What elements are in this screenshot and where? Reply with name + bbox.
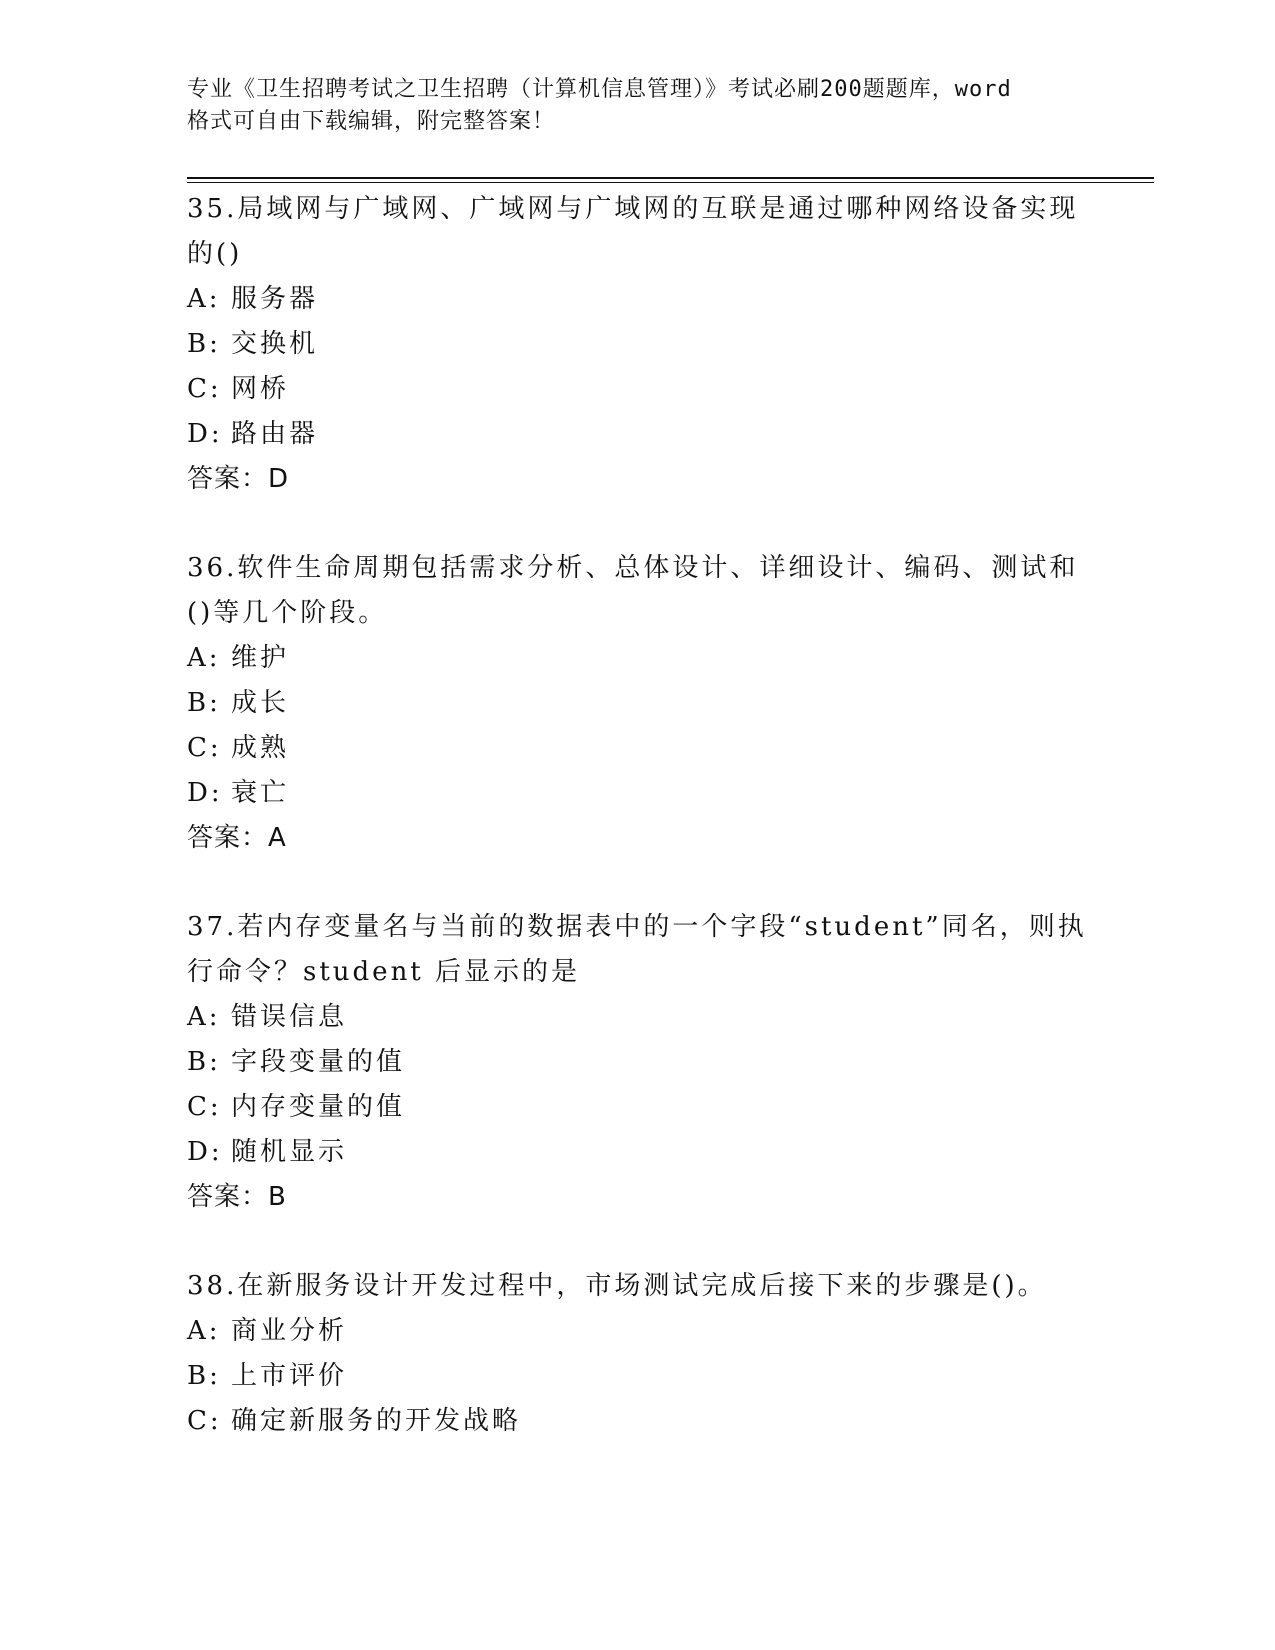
header-rule-thin: [187, 182, 1154, 183]
document-header: [187, 74, 1087, 138]
question-stem: 38.在新服务设计开发过程中，市场测试完成后接下来的步骤是()。: [187, 1271, 1047, 1301]
question-list: [187, 187, 1087, 1444]
option-label: B:: [187, 329, 221, 359]
answer: 答案：D: [187, 464, 290, 494]
option-b: [187, 322, 1087, 367]
option-label: A:: [187, 1002, 221, 1032]
option-label: C:: [187, 733, 222, 763]
option-c: [187, 726, 1087, 771]
option-d: [187, 1130, 1087, 1175]
option-label: D:: [187, 419, 223, 449]
option-d: [187, 771, 1087, 816]
option-b: [187, 681, 1087, 726]
answer: 答案：B: [187, 1182, 287, 1212]
option-text: 网桥: [231, 374, 290, 404]
option-label: D:: [187, 1137, 223, 1167]
option-text: 字段变量的值: [231, 1047, 406, 1077]
question-35: [187, 187, 1087, 502]
question-stem: 37.若内存变量名与当前的数据表中的一个字段“student”同名，则执行命令？student 后显示的是: [187, 912, 1087, 987]
option-text: 服务器: [231, 284, 319, 314]
question-36: [187, 546, 1087, 861]
option-a: [187, 1309, 1087, 1354]
question-38: [187, 1264, 1087, 1444]
option-text: 错误信息: [231, 1002, 348, 1032]
header-line-2: 格式可自由下载编辑，附完整答案！: [187, 109, 556, 134]
option-a: [187, 277, 1087, 322]
header-line-1: 专业《卫生招聘考试之卫生招聘（计算机信息管理）》考试必刷200题题库，word: [187, 77, 1012, 102]
option-label: B:: [187, 688, 221, 718]
option-c: [187, 1399, 1087, 1444]
answer: 答案：A: [187, 823, 287, 853]
option-label: C:: [187, 1092, 222, 1122]
option-text: 确定新服务的开发战略: [231, 1406, 522, 1436]
option-text: 内存变量的值: [231, 1092, 406, 1122]
option-label: C:: [187, 1406, 222, 1436]
option-label: A:: [187, 284, 221, 314]
option-text: 上市评价: [231, 1361, 348, 1391]
option-d: [187, 412, 1087, 457]
question-stem: 36.软件生命周期包括需求分析、总体设计、详细设计、编码、测试和()等几个阶段。: [187, 553, 1079, 628]
option-label: B:: [187, 1047, 221, 1077]
option-text: 商业分析: [231, 1316, 348, 1346]
option-a: [187, 995, 1087, 1040]
option-c: [187, 1085, 1087, 1130]
option-c: [187, 367, 1087, 412]
option-text: 随机显示: [231, 1137, 348, 1167]
option-a: [187, 636, 1087, 681]
option-label: A:: [187, 1316, 221, 1346]
question-stem: 35.局域网与广域网、广域网与广域网的互联是通过哪种网络设备实现的(): [187, 194, 1079, 269]
option-label: B:: [187, 1361, 221, 1391]
option-text: 维护: [231, 643, 290, 673]
option-label: D:: [187, 778, 223, 808]
question-37: [187, 905, 1087, 1220]
option-text: 成长: [231, 688, 290, 718]
option-text: 成熟: [231, 733, 290, 763]
option-text: 路由器: [231, 419, 319, 449]
option-text: 衰亡: [231, 778, 290, 808]
option-label: C:: [187, 374, 222, 404]
option-text: 交换机: [231, 329, 319, 359]
header-rule-thick: [187, 177, 1154, 179]
option-b: [187, 1040, 1087, 1085]
option-label: A:: [187, 643, 221, 673]
option-b: [187, 1354, 1087, 1399]
